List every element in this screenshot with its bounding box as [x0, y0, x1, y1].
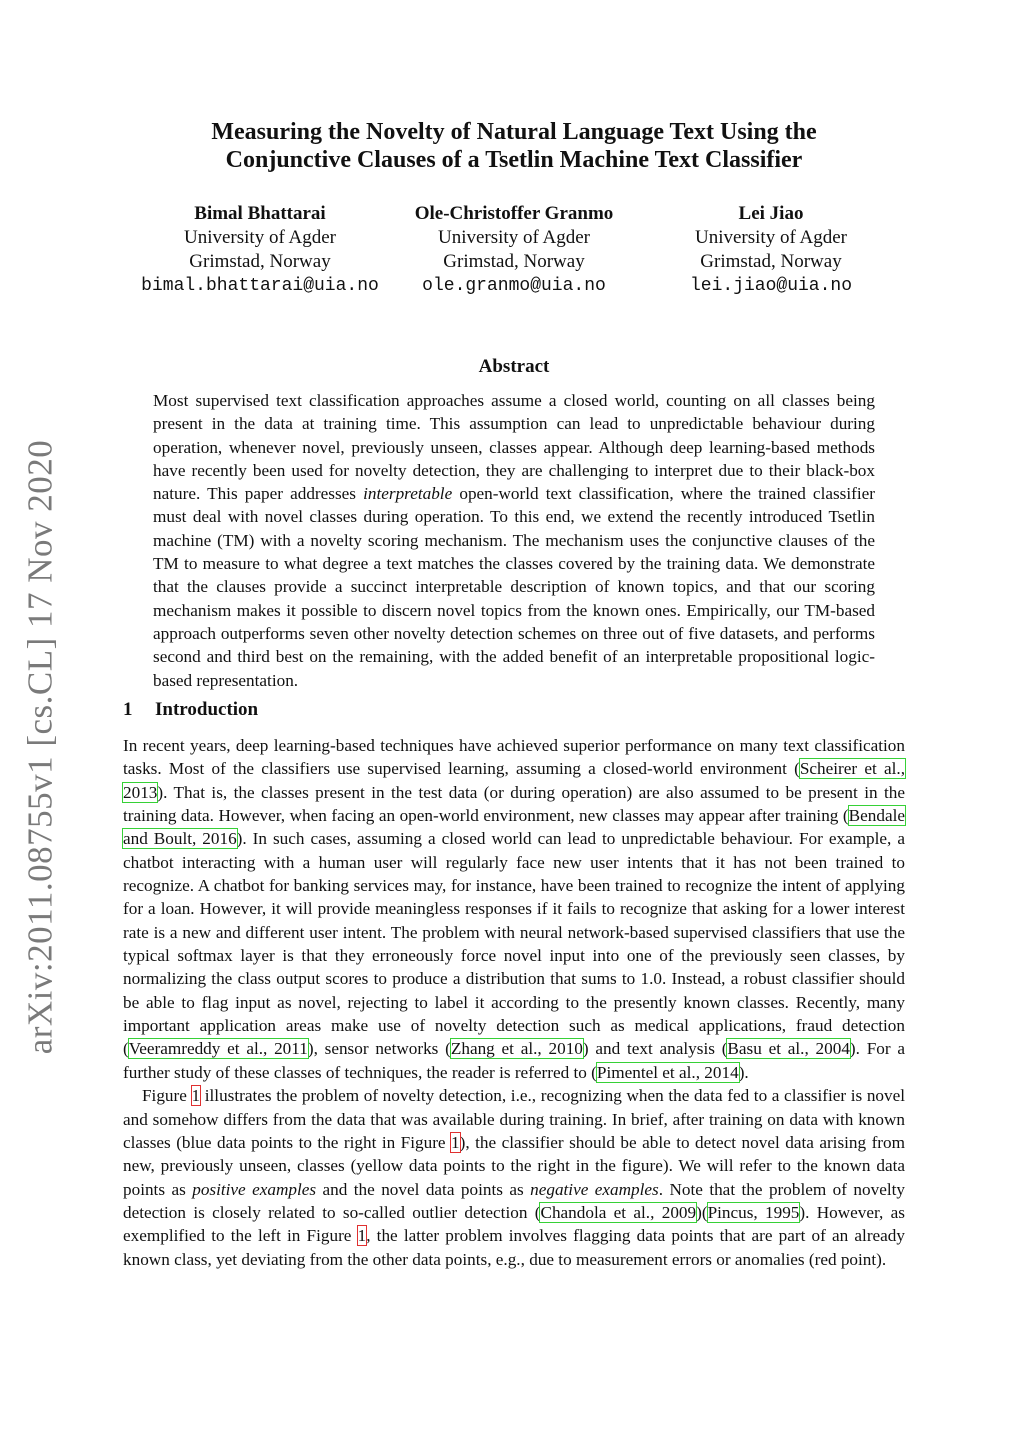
- author-location: Grimstad, Norway: [700, 251, 842, 272]
- figure-reference-link[interactable]: 1: [191, 1086, 201, 1106]
- text-run: ).: [738, 1062, 749, 1082]
- text-run: )(: [696, 1202, 708, 1222]
- author-name: Lei Jiao: [738, 203, 804, 224]
- citation-link[interactable]: Bendale and Boult, 2016: [123, 806, 905, 849]
- abstract-heading: Abstract: [478, 356, 550, 377]
- text-run: In recent years, deep learning-based techniques have achieved superior performance on many text classification tasks. Most of the classifiers use supervised learning, assuming a closed-world environment (: [123, 736, 905, 779]
- author-location: Grimstad, Norway: [443, 251, 585, 272]
- emphasis-term: positive examples: [192, 1179, 317, 1199]
- author-block: [110, 202, 918, 302]
- text-run: , the latter problem involves flagging data points that are part of an already known class, yet deviating from the other data points, e.g., due to measurement errors or anomalies (red point).: [123, 1226, 905, 1269]
- author-name: Ole-Christoffer Granmo: [414, 203, 614, 224]
- figure-reference-link[interactable]: 1: [357, 1226, 367, 1246]
- text-run: ), sensor networks (: [307, 1039, 451, 1059]
- author-2: [400, 202, 628, 298]
- arxiv-identifier-text: arXiv:2011.08755v1 [cs.CL] 17 Nov 2020: [20, 439, 59, 1055]
- author-email[interactable]: bimal.bhattarai@uia.no: [141, 276, 379, 296]
- author-affiliation: University of Agder: [695, 227, 847, 248]
- text-run: ) and text analysis (: [582, 1039, 728, 1059]
- text-run: ), the classifier should be able to detect novel data arising from new, previously unseen, classes (yellow data points to the right in the figure). We will refer to the known data points as: [123, 1132, 905, 1199]
- text-run: Figure: [142, 1086, 192, 1106]
- abstract-text: [153, 389, 875, 692]
- arxiv-identifier: [14, 439, 66, 1055]
- citation-link[interactable]: Basu et al., 2004: [727, 1039, 850, 1059]
- author-email[interactable]: lei.jiao@uia.no: [689, 276, 853, 296]
- citation-link[interactable]: Pincus, 1995: [707, 1202, 800, 1222]
- author-name: Bimal Bhattarai: [194, 203, 326, 224]
- citation-link[interactable]: Scheirer et al., 2013: [123, 759, 905, 802]
- text-run: and the novel data points as: [316, 1179, 531, 1199]
- abstract-emphasis: interpretable: [363, 484, 453, 504]
- section-heading: [123, 699, 258, 721]
- author-1: [112, 202, 408, 298]
- citation-link[interactable]: Veeramreddy et al., 2011: [128, 1039, 308, 1059]
- abstract-part-1: Most supervised text classification approaches assume a closed world, counting on all classes being present in the data at training time. This assumption can lead to unpredictable behaviour during operation, whenever novel, previously unseen, classes appear. Although deep learning-based methods have recently been used for novelty detection, they are challenging to interpret due to their black-box nature. This paper addresses: [153, 391, 875, 504]
- author-3: [670, 202, 872, 298]
- text-run: ). That is, the classes present in the test data (or during operation) are also assumed to be present in the training data. However, when facing an open-world environment, new classes may appear after training (: [123, 782, 905, 826]
- text-run: illustrates the problem of novelty detection, i.e., recognizing when the data fed to a classifier is novel and somehow differs from the data that was available during training. In brief, after training on data with known classes (blue data points to the right in Figure: [123, 1086, 906, 1152]
- section-number: 1: [123, 699, 133, 720]
- title-line-1: Measuring the Novelty of Natural Language Text Using the: [211, 119, 817, 145]
- figure-reference-link[interactable]: 1: [451, 1132, 460, 1152]
- author-affiliation: University of Agder: [184, 227, 336, 248]
- citation-link[interactable]: Zhang et al., 2010: [450, 1039, 583, 1059]
- title-line-2: Conjunctive Clauses of a Tsetlin Machine Text Classifier: [225, 147, 803, 173]
- abstract-part-2: open-world text classification, where the trained classifier must deal with novel classes during operation. To this end, we extend the recently introduced Tsetlin machine (TM) with a novelty scoring mechanism. The mechanism uses the conjunctive clauses of the TM to measure to what degree a text matches the classes covered by the training data. We demonstrate that the clauses provide a succinct interpretable description of known topics, and that our scoring mechanism makes it possible to discern novel topics from the known ones. Empirically, our TM-based approach outperforms seven other novelty detection schemes on three out of five datasets, and performs second and third best on the remaining, with the added benefit of an interpretable propositional logic-based representation.: [153, 484, 875, 690]
- author-email[interactable]: ole.granmo@uia.no: [422, 276, 606, 296]
- author-location: Grimstad, Norway: [189, 251, 331, 272]
- section-title: Introduction: [155, 699, 259, 720]
- introduction-body: [123, 734, 905, 1271]
- paragraph-2: [123, 1084, 905, 1271]
- emphasis-term: negative examples: [530, 1179, 659, 1199]
- citation-link[interactable]: Pimentel et al., 2014: [596, 1062, 739, 1082]
- text-run: ). However, as exemplified to the left in Figure: [123, 1202, 905, 1246]
- text-run: ). In such cases, assuming a closed world can lead to unpredictable behaviour. For example, a chatbot interacting with a human user will regularly face new user intents that it has not been trained to recognize. A chatbot for banking services may, for instance, have been trained to recognize the intent of applying for a loan. However, it will provide meaningless responses if it fails to recognize that asking for a lower interest rate is a new and different user intent. The problem with neural network-based supervised classifiers that use the typical softmax layer is that they erroneously force novel input into one of the previously seen classes, by normalizing the class output scores to produce a distribution that sums to 1.0. Instead, a robust classifier should be able to flag input as novel, rejecting to label it according to the presently known classes. Recently, many important application areas make use of novelty detection such as medical applications, fraud detection (: [123, 829, 905, 1059]
- author-affiliation: University of Agder: [438, 227, 590, 248]
- paragraph-1: [123, 734, 905, 1084]
- citation-link[interactable]: Chandola et al., 2009: [540, 1202, 697, 1222]
- text-run: . Note that the problem of novelty detection is closely related to so-called outlier detection (: [123, 1179, 905, 1222]
- paper-title: [110, 118, 918, 174]
- text-run: ). For a further study of these classes of techniques, the reader is referred to (: [123, 1039, 906, 1082]
